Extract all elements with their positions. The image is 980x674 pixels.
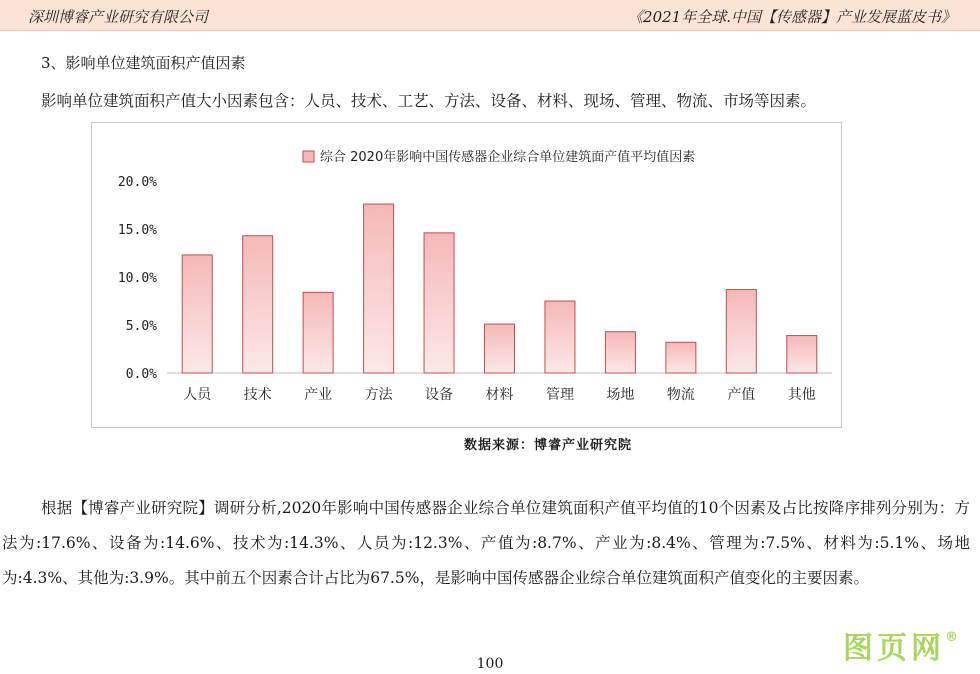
legend-swatch bbox=[303, 151, 314, 162]
x-tick-label: 材料 bbox=[485, 387, 514, 403]
bar-人员 bbox=[182, 255, 212, 373]
bar-方法 bbox=[364, 204, 394, 373]
x-tick-label: 方法 bbox=[364, 387, 393, 403]
bar-产值 bbox=[726, 289, 756, 373]
header-company: 深圳博睿产业研究有限公司 bbox=[28, 8, 209, 26]
bar-其他 bbox=[787, 336, 817, 373]
page-header bbox=[0, 0, 980, 31]
bar-产业 bbox=[303, 292, 333, 373]
legend-label: 综合 2020年影响中国传感器企业综合单位建筑面产值平均值因素 bbox=[320, 150, 696, 165]
y-tick-label: 10.0% bbox=[117, 271, 157, 286]
section-title: 3、影响单位建筑面积产值因素 bbox=[41, 54, 246, 72]
bar-技术 bbox=[243, 236, 273, 373]
registered-mark: ® bbox=[945, 630, 962, 645]
y-tick-label: 15.0% bbox=[117, 223, 157, 238]
y-tick-label: 5.0% bbox=[125, 319, 157, 334]
bar-场地 bbox=[605, 332, 635, 373]
x-tick-label: 产业 bbox=[304, 387, 333, 403]
page-number: 100 bbox=[476, 656, 504, 672]
x-tick-label: 产值 bbox=[727, 387, 756, 403]
x-tick-label: 人员 bbox=[183, 387, 212, 403]
x-tick-label: 其他 bbox=[787, 387, 816, 403]
y-tick-label: 0.0% bbox=[125, 367, 157, 382]
bar-物流 bbox=[666, 342, 696, 373]
intro-paragraph: 影响单位建筑面积产值大小因素包含：人员、技术、工艺、方法、设备、材料、现场、管理、物流、市场等因素。 bbox=[41, 92, 817, 110]
x-tick-label: 场地 bbox=[606, 387, 635, 403]
x-tick-label: 设备 bbox=[425, 387, 454, 403]
x-tick-label: 技术 bbox=[243, 387, 272, 403]
watermark-logo bbox=[843, 623, 962, 667]
watermark-text: 图页网 bbox=[843, 631, 945, 666]
bar-管理 bbox=[545, 301, 575, 373]
bar-材料 bbox=[485, 324, 515, 373]
analysis-paragraph: 根据【博睿产业研究院】调研分析,2020年影响中国传感器企业综合单位建筑面积产值平均值的10个因素及占比按降序排列分别为：方法为:17.6%、设备为:14.6%、技术为:14.3%、人员为:12.3%、产值为:8.7%、产业为:8.4%、管理为:7.5%、材料为:5.1%、场地为:4.3%、其他为:3.9%。其中前五个因素合计占比为67.5%，是影响中国传感器企业综合单位建筑面积产值变化的主要因素。 bbox=[2, 499, 970, 587]
bar-chart bbox=[92, 123, 841, 427]
y-tick-label: 20.0% bbox=[117, 175, 157, 190]
bar-设备 bbox=[424, 233, 454, 373]
header-book-title: 《2021年全球.中国【传感器】产业发展蓝皮书》 bbox=[628, 8, 956, 26]
data-source: 数据来源：博睿产业研究院 bbox=[463, 438, 632, 453]
x-tick-label: 管理 bbox=[545, 387, 574, 403]
chart-container bbox=[91, 122, 842, 428]
x-tick-label: 物流 bbox=[666, 387, 695, 403]
